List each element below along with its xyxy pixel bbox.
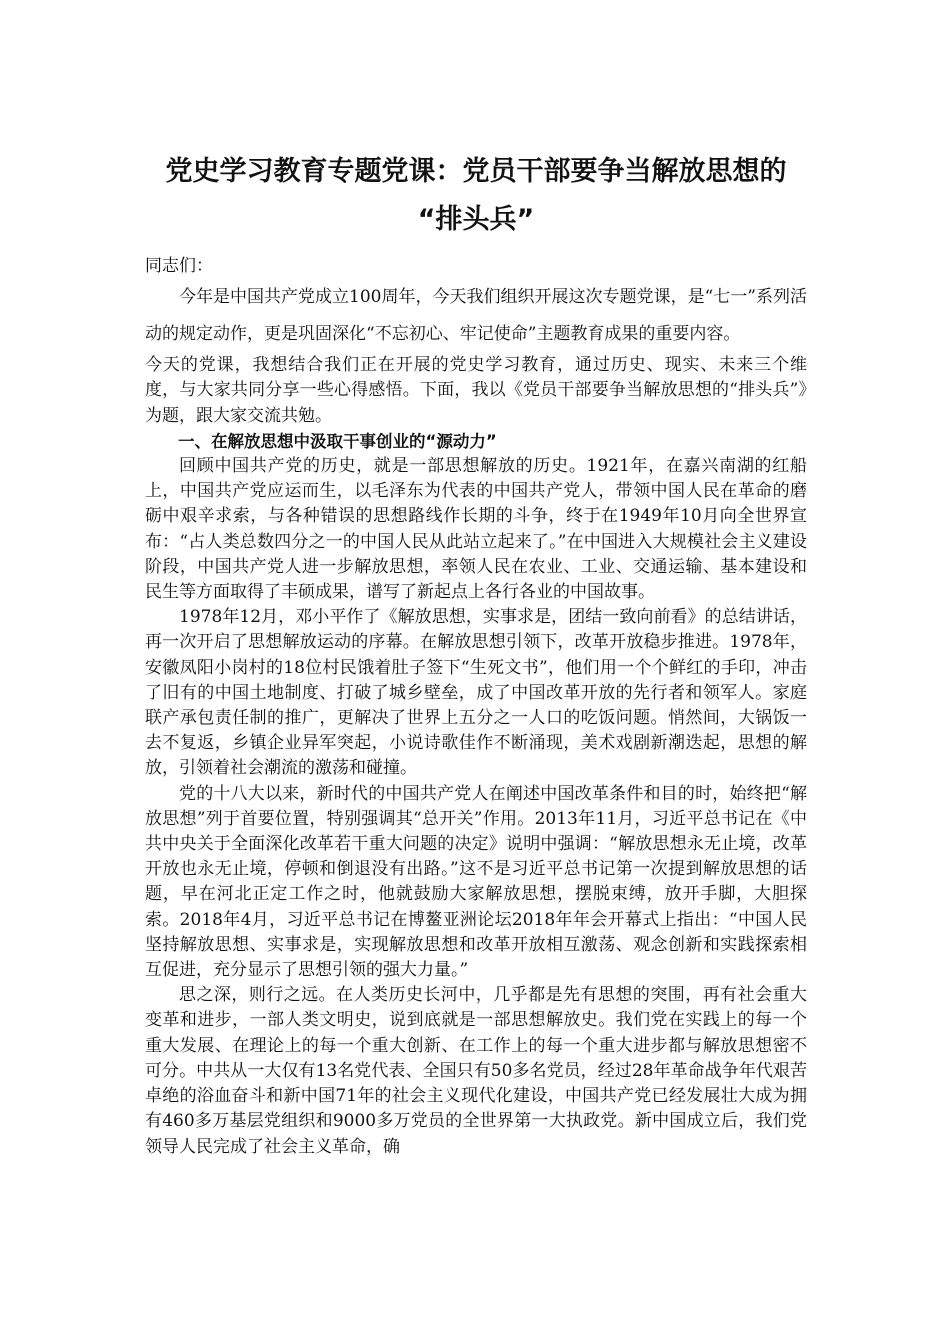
paragraph-1-opening: 今年是中国共产党成立100周年，今天我们组织开展这次专题党课，是“七一”系列活动的规定动作，更是巩固深化“不忘初心、牢记使命”主题教育成果的重要内容。	[145, 287, 807, 345]
paragraph-3: 1978年12月，邓小平作了《解放思想，实事求是，团结一致向前看》的总结讲话，再一次开启了思想解放运动的序幕。在解放思想引领下，改革开放稳步推进。1978年，安徽凤阳小岗村的18位村民饿着肚子签下“生死文书”，他们用一个个鲜红的手印，冲击了旧有的中国土地制度、打破了城乡壁垒，成了中国改革开放的先行者和领军人。家庭联产承包责任制的推广，更解决了世界上五分之一人口的吃饭问题。悄然间，大锅饭一去不复返，乡镇企业异军突起，小说诗歌佳作不断涌现，美术戏剧新潮迭起，思想的解放，引领着社会潮流的激荡和碰撞。	[145, 607, 807, 779]
paragraph-5: 思之深，则行之远。在人类历史长河中，几乎都是先有思想的突围，再有社会重大变革和进步，一部人类文明史，说到底就是一部思想解放史。我们党在实践上的每一个重大发展、在理论上的每一个重大创新、在工作上的每一个重大进步都与解放思想密不可分。中共从一大仅有13名党代表、全国只有50多名党员，经过28年革命战争年代艰苦卓绝的浴血奋斗和新中国71年的社会主义现代化建设，中国共产党已经发展壮大成为拥有460多万基层党组织和9000多万党员的全世界第一大执政党。新中国成立后，我们党领导人民完成了社会主义革命，确	[145, 985, 807, 1157]
paragraph-1-continued: 今天的党课，我想结合我们正在开展的党史学习教育，通过历史、现实、未来三个维度，与大家共同分享一些心得感悟。下面，我以《党员干部要争当解放思想的“排头兵”》为题，跟大家交流共勉。	[145, 355, 807, 426]
section-heading-1: 一、在解放思想中汲取干事创业的“源动力”	[178, 431, 497, 451]
paragraph-2: 回顾中国共产党的历史，就是一部思想解放的历史。1921年，在嘉兴南湖的红船上，中国共产党应运而生，以毛泽东为代表的中国共产党人，带领中国人民在革命的磨砺中艰辛求索，与各种错误的思想路线作长期的斗争，终于在1949年10月向全世界宣布：“占人类总数四分之一的中国人民从此站立起来了。”在中国进入大规模社会主义建设阶段，中国共产党人进一步解放思想，率领人民在农业、工业、交通运输、基本建设和民生等方面取得了丰硕成果，谱写了新起点上各行各业的中国故事。	[145, 456, 807, 603]
title-line-2: “排头兵”	[417, 204, 535, 235]
paragraph-4: 党的十八大以来，新时代的中国共产党人在阐述中国改革条件和目的时，始终把“解放思想”列于首要位置，特别强调其“总开关”作用。2013年11月，习近平总书记在《中共中央关于全面深化改革若干重大问题的决定》说明中强调：“解放思想永无止境，改革开放也永无止境，停顿和倒退没有出路。”这不是习近平总书记第一次提到解放思想的话题，早在河北正定工作之时，他就鼓励大家解放思想，摆脱束缚，放开手脚，大胆探索。2018年4月，习近平总书记在博鳌亚洲论坛2018年年会开幕式上指出：“中国人民坚持解放思想、实事求是，实现解放思想和改革开放相互激荡、观念创新和实践探索相互促进，充分显示了思想引领的强大力量。”	[145, 783, 807, 981]
title-line-1: 党史学习教育专题党课：党员干部要争当解放思想的	[165, 156, 787, 187]
document-title	[141, 148, 811, 244]
salutation: 同志们：	[145, 256, 213, 276]
document-body	[145, 254, 807, 1160]
